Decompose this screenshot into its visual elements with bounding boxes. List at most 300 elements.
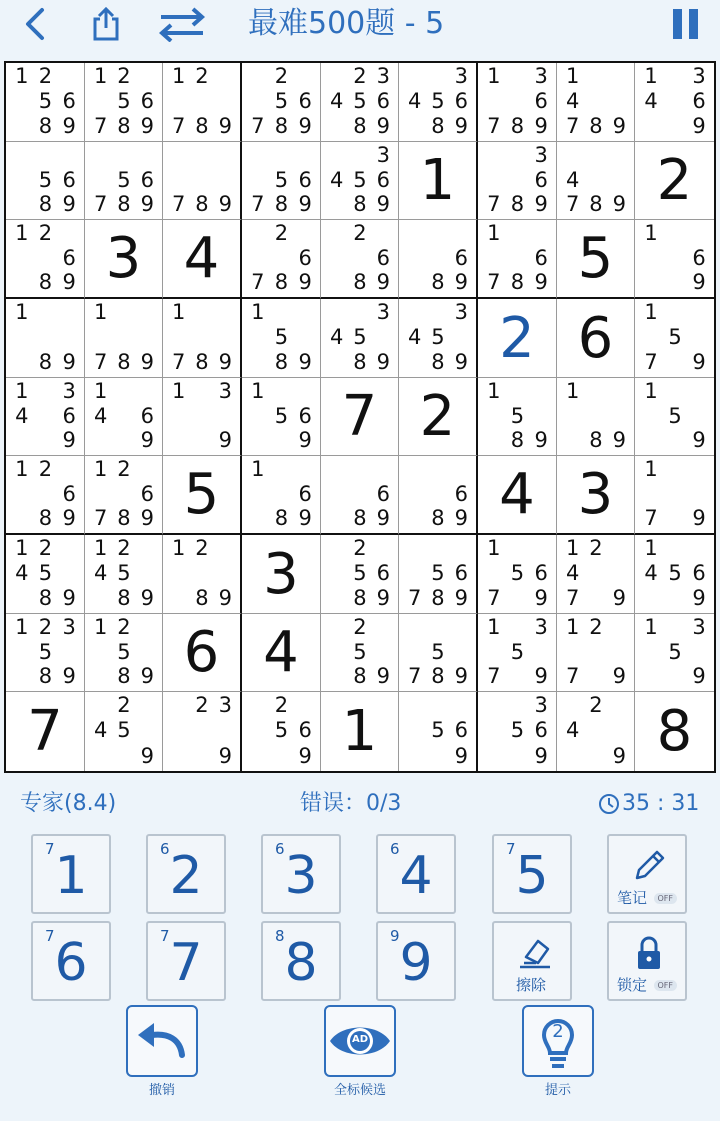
sudoku-cell-r6c6[interactable] <box>399 456 478 535</box>
sudoku-cell-r6c4[interactable] <box>242 456 321 535</box>
candidate-3 <box>136 64 159 89</box>
sudoku-cell-r8c2[interactable] <box>85 614 163 692</box>
candidate-8: 8 <box>274 506 289 531</box>
candidate-8: 8 <box>431 350 445 374</box>
candidate-2 <box>348 457 371 482</box>
sudoku-cell-r5c4[interactable] <box>242 378 321 456</box>
sudoku-cell-r9c8[interactable] <box>557 692 635 771</box>
sudoku-cell-r7c7[interactable] <box>478 535 557 614</box>
sudoku-cell-r4c1[interactable] <box>6 299 85 378</box>
remaining-count: 7 <box>45 840 55 858</box>
candidate-1: 1 <box>251 300 265 324</box>
number-key-6[interactable] <box>31 921 111 1001</box>
number-key-3[interactable] <box>261 834 341 914</box>
sudoku-cell-r2c7[interactable] <box>478 142 557 220</box>
number-key-8[interactable] <box>261 921 341 1001</box>
candidate-7 <box>246 506 270 531</box>
candidate-2 <box>663 64 687 89</box>
sudoku-cell-r6c9[interactable] <box>635 456 714 535</box>
candidate-notes <box>89 143 159 217</box>
candidate-5 <box>584 404 607 429</box>
given-digit: 8 <box>656 699 693 764</box>
given-digit: 1 <box>341 699 378 764</box>
candidate-7 <box>325 350 348 375</box>
sudoku-cell-r8c8[interactable] <box>557 614 635 692</box>
candidate-5 <box>34 482 58 507</box>
lock-toggle-state: OFF <box>654 980 678 991</box>
candidate-9: 9 <box>612 586 627 610</box>
candidate-1 <box>246 143 270 168</box>
candidate-notes <box>403 64 473 139</box>
candidate-notes <box>246 64 317 139</box>
sudoku-cell-r5c5[interactable] <box>321 378 399 456</box>
candidate-3 <box>529 221 553 246</box>
candidate-5: 5 <box>274 718 289 743</box>
candidate-7: 7 <box>93 350 108 374</box>
candidate-1: 1 <box>15 379 29 403</box>
sudoku-cell-r9c9[interactable] <box>635 692 714 771</box>
candidate-8: 8 <box>589 114 603 138</box>
sudoku-cell-r8c7[interactable] <box>478 614 557 692</box>
back-icon[interactable] <box>18 6 52 42</box>
sudoku-cell-r6c3[interactable] <box>163 456 242 535</box>
candidate-notes <box>561 693 631 769</box>
sudoku-cell-r9c7[interactable] <box>478 692 557 771</box>
sudoku-cell-r3c8[interactable] <box>557 220 635 299</box>
sudoku-cell-r6c7[interactable] <box>478 456 557 535</box>
hint-button[interactable] <box>522 1005 594 1077</box>
sudoku-cell-r2c5[interactable] <box>321 142 399 220</box>
candidate-9: 9 <box>376 506 391 531</box>
candidate-4 <box>89 325 112 350</box>
sudoku-cell-r9c5[interactable] <box>321 692 399 771</box>
candidate-1: 1 <box>644 615 658 639</box>
candidate-4 <box>89 89 112 114</box>
candidate-3 <box>608 693 631 718</box>
sudoku-cell-r5c2[interactable] <box>85 378 163 456</box>
remaining-count: 6 <box>275 840 285 858</box>
candidate-notes <box>246 457 317 531</box>
candidate-2 <box>34 143 58 168</box>
candidate-3: 3 <box>376 143 391 167</box>
candidate-1 <box>325 64 348 89</box>
candidate-9: 9 <box>692 270 706 295</box>
candidate-7 <box>403 114 426 139</box>
number-key-2[interactable] <box>146 834 226 914</box>
candidate-5: 5 <box>431 561 445 585</box>
candidate-8 <box>663 350 687 375</box>
candidate-8: 8 <box>38 586 53 610</box>
candidate-8: 8 <box>431 270 445 295</box>
sudoku-cell-r4c7[interactable] <box>478 299 557 378</box>
sudoku-cell-r8c9[interactable] <box>635 614 714 692</box>
candidate-6 <box>687 325 711 350</box>
candidate-8: 8 <box>589 192 603 217</box>
sudoku-cell-r3c2[interactable] <box>85 220 163 299</box>
candidate-1: 1 <box>487 536 501 560</box>
candidate-1 <box>325 457 348 482</box>
candidate-2 <box>270 457 294 482</box>
candidate-1 <box>246 64 270 89</box>
candidate-9: 9 <box>218 743 233 768</box>
candidate-8 <box>506 744 530 769</box>
candidate-3: 3 <box>692 64 706 88</box>
candidate-1: 1 <box>565 64 580 88</box>
sudoku-cell-r2c3[interactable] <box>163 142 242 220</box>
candidate-notes <box>639 379 711 453</box>
candidate-1 <box>403 64 426 89</box>
candidate-4 <box>325 482 348 507</box>
sudoku-cell-r4c6[interactable] <box>399 299 478 378</box>
candidate-1: 1 <box>15 300 29 324</box>
sudoku-cell-r6c8[interactable] <box>557 456 635 535</box>
candidate-6 <box>214 404 237 429</box>
candidate-3: 3 <box>376 64 391 88</box>
candidate-3 <box>372 615 395 640</box>
candidate-7: 7 <box>93 114 108 138</box>
given-digit: 2 <box>656 148 693 213</box>
erase-label: 擦除 <box>516 976 547 994</box>
sudoku-cell-r1c6[interactable] <box>399 63 478 142</box>
sudoku-cell-r1c3[interactable] <box>163 63 242 142</box>
candidate-8 <box>190 744 213 769</box>
candidate-2: 2 <box>353 64 367 88</box>
sudoku-cell-r6c1[interactable] <box>6 456 85 535</box>
erase-button[interactable] <box>492 921 572 1001</box>
candidate-8: 8 <box>353 114 367 138</box>
candidate-4 <box>246 404 270 429</box>
candidate-7: 7 <box>644 506 658 531</box>
candidate-9: 9 <box>140 664 155 689</box>
candidate-7 <box>325 114 348 139</box>
given-digit: 3 <box>105 226 142 291</box>
candidate-6: 6 <box>298 481 312 506</box>
candidate-8: 8 <box>589 428 603 453</box>
candidate-6: 6 <box>692 89 706 113</box>
sudoku-cell-r9c6[interactable] <box>399 692 478 771</box>
candidate-1: 1 <box>644 64 658 88</box>
candidate-3 <box>608 615 631 640</box>
candidate-7 <box>403 350 426 375</box>
number-key-7[interactable] <box>146 921 226 1001</box>
sudoku-cell-r2c2[interactable] <box>85 142 163 220</box>
candidate-1 <box>325 615 348 640</box>
number-key-1[interactable] <box>31 834 111 914</box>
candidate-6: 6 <box>62 89 76 113</box>
given-digit: 7 <box>27 699 63 764</box>
candidate-7 <box>10 192 34 217</box>
sudoku-cell-r2c4[interactable] <box>242 142 321 220</box>
candidate-6: 6 <box>454 245 469 270</box>
candidate-1: 1 <box>487 64 501 88</box>
candidate-6: 6 <box>692 245 706 270</box>
sudoku-cell-r8c1[interactable] <box>6 614 85 692</box>
sudoku-cell-r2c1[interactable] <box>6 142 85 220</box>
candidate-1: 1 <box>644 221 658 245</box>
candidate-9: 9 <box>376 350 391 374</box>
candidate-8 <box>190 428 213 453</box>
notes-toggle-state: OFF <box>654 893 678 904</box>
candidate-1: 1 <box>93 300 108 324</box>
candidate-7 <box>403 506 426 531</box>
candidate-5: 5 <box>274 167 289 192</box>
sudoku-cell-r4c5[interactable] <box>321 299 399 378</box>
candidate-4 <box>89 640 112 665</box>
candidate-5: 5 <box>510 718 525 743</box>
candidate-3 <box>450 693 473 718</box>
sudoku-cell-r7c1[interactable] <box>6 535 85 614</box>
candidate-1: 1 <box>487 615 501 639</box>
candidate-2: 2 <box>195 536 209 560</box>
candidate-notes <box>639 615 711 689</box>
candidate-2: 2 <box>38 615 53 639</box>
candidate-9: 9 <box>62 350 76 374</box>
candidate-7 <box>89 586 112 611</box>
sudoku-cell-r7c2[interactable] <box>85 535 163 614</box>
candidate-2: 2 <box>117 615 131 639</box>
candidate-2 <box>506 221 530 246</box>
sudoku-cell-r5c7[interactable] <box>478 378 557 456</box>
candidate-3 <box>293 379 317 404</box>
candidate-2 <box>34 300 58 325</box>
candidate-1 <box>325 143 348 168</box>
sudoku-cell-r3c6[interactable] <box>399 220 478 299</box>
candidate-1 <box>403 457 426 482</box>
lock-button[interactable] <box>607 921 687 1001</box>
candidate-7 <box>10 114 34 139</box>
candidate-notes <box>89 536 159 611</box>
candidate-5 <box>190 89 213 114</box>
candidate-5: 5 <box>510 403 525 428</box>
sudoku-cell-r1c9[interactable] <box>635 63 714 142</box>
candidate-6: 6 <box>140 167 155 192</box>
candidate-5: 5 <box>668 561 682 585</box>
candidate-6 <box>57 325 81 350</box>
sudoku-cell-r4c9[interactable] <box>635 299 714 378</box>
candidate-7 <box>325 664 348 689</box>
candidate-9: 9 <box>692 664 706 689</box>
notes-button[interactable] <box>607 834 687 914</box>
candidate-1: 1 <box>15 64 29 88</box>
sudoku-cell-r7c5[interactable] <box>321 535 399 614</box>
candidate-9: 9 <box>534 586 548 610</box>
sudoku-cell-r5c6[interactable] <box>399 378 478 456</box>
candidate-4 <box>482 246 506 271</box>
sudoku-cell-r8c6[interactable] <box>399 614 478 692</box>
sudoku-cell-r3c4[interactable] <box>242 220 321 299</box>
sudoku-cell-r1c7[interactable] <box>478 63 557 142</box>
candidate-9: 9 <box>140 743 155 768</box>
undo-button[interactable] <box>126 1005 198 1077</box>
candidate-5 <box>663 89 687 114</box>
sudoku-cell-r7c4[interactable] <box>242 535 321 614</box>
candidate-3 <box>136 615 159 640</box>
candidate-7 <box>639 664 663 689</box>
candidate-1: 1 <box>565 536 580 560</box>
given-digit: 5 <box>183 462 220 527</box>
sudoku-cell-r2c8[interactable] <box>557 142 635 220</box>
candidate-notes <box>10 143 81 217</box>
candidate-5 <box>190 718 213 743</box>
candidate-4: 4 <box>565 89 580 113</box>
candidate-1 <box>325 221 348 246</box>
candidate-6: 6 <box>298 403 312 428</box>
number-key-4[interactable] <box>376 834 456 914</box>
sudoku-cell-r6c5[interactable] <box>321 456 399 535</box>
sudoku-cell-r5c1[interactable] <box>6 378 85 456</box>
candidate-8: 8 <box>510 114 525 138</box>
candidate-9: 9 <box>454 743 469 768</box>
candidate-6: 6 <box>62 403 76 428</box>
sudoku-cell-r8c5[interactable] <box>321 614 399 692</box>
candidate-2 <box>426 536 449 561</box>
sudoku-cell-r1c1[interactable] <box>6 63 85 142</box>
candidate-6 <box>450 325 473 350</box>
candidate-3 <box>136 536 159 561</box>
sudoku-cell-r8c4[interactable] <box>242 614 321 692</box>
all-candidates-label: 全标候选 <box>333 1083 386 1098</box>
sudoku-cell-r7c6[interactable] <box>399 535 478 614</box>
candidate-6 <box>372 325 395 350</box>
candidate-5: 5 <box>117 167 131 192</box>
sudoku-cell-r6c2[interactable] <box>85 456 163 535</box>
swap-icon[interactable] <box>156 6 208 42</box>
sudoku-board <box>4 61 716 773</box>
share-icon[interactable] <box>86 6 126 42</box>
candidate-3 <box>136 693 159 718</box>
sudoku-cell-r4c3[interactable] <box>163 299 242 378</box>
candidate-3: 3 <box>62 615 76 639</box>
sudoku-cell-r1c5[interactable] <box>321 63 399 142</box>
sudoku-cell-r7c8[interactable] <box>557 535 635 614</box>
sudoku-cell-r9c2[interactable] <box>85 692 163 771</box>
candidate-6 <box>529 404 553 429</box>
sudoku-cell-r5c8[interactable] <box>557 378 635 456</box>
candidate-7 <box>167 586 190 611</box>
sudoku-cell-r1c8[interactable] <box>557 63 635 142</box>
candidate-3 <box>450 221 473 246</box>
candidate-5: 5 <box>117 639 131 664</box>
candidate-2 <box>112 143 135 168</box>
candidate-9: 9 <box>298 270 312 295</box>
candidate-6: 6 <box>534 89 548 113</box>
candidate-6 <box>608 640 631 665</box>
sudoku-cell-r7c3[interactable] <box>163 535 242 614</box>
candidate-7 <box>167 428 190 453</box>
candidate-5 <box>270 482 294 507</box>
candidate-8: 8 <box>431 586 445 610</box>
candidate-7 <box>561 744 584 769</box>
candidate-2 <box>506 379 530 404</box>
sudoku-cell-r2c9[interactable] <box>635 142 714 220</box>
sudoku-cell-r4c8[interactable] <box>557 299 635 378</box>
candidate-4 <box>246 246 270 271</box>
sudoku-cell-r1c2[interactable] <box>85 63 163 142</box>
sudoku-cell-r3c7[interactable] <box>478 220 557 299</box>
candidate-6 <box>608 404 631 429</box>
candidate-5 <box>112 482 135 507</box>
candidate-2: 2 <box>589 693 603 717</box>
candidate-9: 9 <box>612 664 627 689</box>
candidate-8: 8 <box>38 192 53 217</box>
candidate-3: 3 <box>376 300 391 324</box>
candidate-8 <box>426 744 449 769</box>
given-digit: 4 <box>263 620 299 685</box>
candidate-7 <box>167 744 190 769</box>
candidate-1: 1 <box>171 64 186 88</box>
sudoku-cell-r5c3[interactable] <box>163 378 242 456</box>
sudoku-cell-r5c9[interactable] <box>635 378 714 456</box>
pause-icon[interactable] <box>668 6 704 42</box>
candidate-4 <box>89 482 112 507</box>
candidate-6: 6 <box>298 245 312 270</box>
candidate-5: 5 <box>38 639 53 664</box>
candidate-9: 9 <box>692 586 706 610</box>
sudoku-cell-r3c9[interactable] <box>635 220 714 299</box>
candidate-5: 5 <box>668 403 682 428</box>
candidate-2: 2 <box>117 457 131 481</box>
candidate-4 <box>403 246 426 271</box>
candidate-notes <box>325 300 395 375</box>
candidate-5: 5 <box>353 167 367 192</box>
candidate-4: 4 <box>565 561 580 585</box>
candidate-3: 3 <box>534 64 548 88</box>
candidate-notes <box>167 693 237 769</box>
candidate-9: 9 <box>692 506 706 531</box>
candidate-notes <box>167 143 237 217</box>
candidate-5 <box>34 404 58 429</box>
candidate-1 <box>403 693 426 718</box>
sudoku-cell-r8c3[interactable] <box>163 614 242 692</box>
sudoku-cell-r9c1[interactable] <box>6 692 85 771</box>
candidate-8: 8 <box>38 114 53 138</box>
candidate-2 <box>506 693 530 718</box>
candidate-1: 1 <box>487 221 501 245</box>
candidate-5 <box>190 561 213 586</box>
candidate-9: 9 <box>298 350 312 374</box>
sudoku-cell-r3c1[interactable] <box>6 220 85 299</box>
candidate-1 <box>482 143 506 168</box>
number-key-5[interactable] <box>492 834 572 914</box>
sudoku-cell-r9c4[interactable] <box>242 692 321 771</box>
eraser-icon <box>514 933 554 973</box>
sudoku-cell-r3c5[interactable] <box>321 220 399 299</box>
candidate-6: 6 <box>376 481 391 506</box>
sudoku-cell-r4c4[interactable] <box>242 299 321 378</box>
sudoku-cell-r1c4[interactable] <box>242 63 321 142</box>
sudoku-cell-r9c3[interactable] <box>163 692 242 771</box>
all-candidates-button[interactable] <box>324 1005 396 1077</box>
candidate-5: 5 <box>117 89 131 113</box>
sudoku-cell-r3c3[interactable] <box>163 220 242 299</box>
candidate-notes <box>246 693 317 769</box>
top-bar <box>0 0 720 56</box>
candidate-7 <box>10 506 34 531</box>
candidate-9: 9 <box>62 428 76 453</box>
candidate-2 <box>663 379 687 404</box>
candidate-9: 9 <box>454 114 469 138</box>
candidate-9: 9 <box>454 664 469 689</box>
sudoku-cell-r7c9[interactable] <box>635 535 714 614</box>
candidate-1: 1 <box>251 379 265 403</box>
candidate-8: 8 <box>431 114 445 138</box>
candidate-5: 5 <box>431 89 445 113</box>
sudoku-cell-r2c6[interactable] <box>399 142 478 220</box>
number-key-9[interactable] <box>376 921 456 1001</box>
sudoku-cell-r4c2[interactable] <box>85 299 163 378</box>
candidate-6: 6 <box>454 481 469 506</box>
candidate-6: 6 <box>454 89 469 113</box>
